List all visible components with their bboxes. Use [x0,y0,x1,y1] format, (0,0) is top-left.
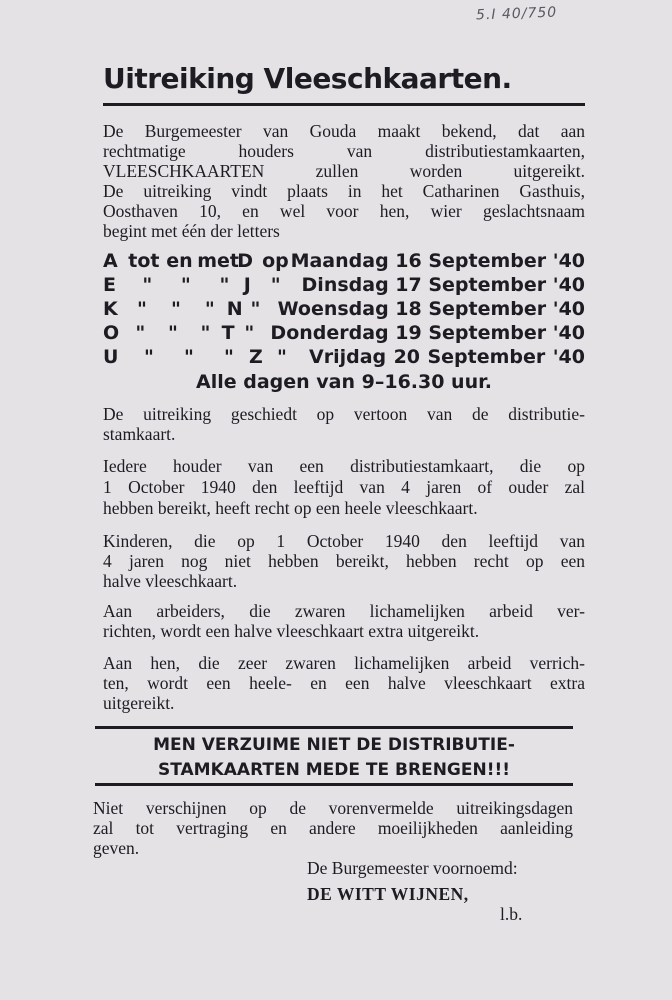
range-word: " [135,322,146,344]
warning-line-2: STAMKAARTEN MEDE TE BRENGEN!!! [157,760,510,780]
title-underline [103,103,585,106]
letter-from: K [103,298,118,320]
text-line: halve vleeschkaart. [103,571,238,591]
paragraph-id-requirement [103,404,585,444]
schedule-row [103,345,585,369]
schedule-row [103,321,585,345]
letter-from: E [103,274,116,296]
range-word: " [200,322,211,344]
warning-rule-top [95,726,573,729]
schedule-row [103,273,585,297]
schedule-row [103,297,585,321]
text-line: De uitreiking vindt plaats in het Catharinen Gasthuis, [103,181,585,201]
text-line: Niet verschijnen op de vorenvermelde uitreikingsdagen [93,798,573,818]
text-line: begint met één der letters [103,221,280,241]
letter-from: O [103,322,120,344]
signature-name: DE WITT WIJNEN, [307,884,469,904]
schedule-row [103,249,585,273]
signature-title: De Burgemeester voornoemd: [307,858,518,878]
op-word: " [244,322,255,344]
letter-from: A [103,250,118,272]
range-word: " [224,346,234,368]
letter-to: Z [249,346,263,368]
schedule-date: Woensdag 18 September '40 [277,298,586,320]
opening-hours: Alle dagen van 9–16.30 uur. [196,371,492,393]
schedule-date: Donderdag 19 September '40 [270,322,585,344]
text-line: Aan hen, die zeer zwaren lichamelijken arbeid verrich- [103,653,585,673]
warning-line-1: MEN VERZUIME NIET DE DISTRIBUTIE- [153,735,515,755]
letter-to: J [243,274,251,296]
text-line: hebben bereikt, heeft recht op een heele vleeschkaart. [103,498,478,518]
letter-to: D [237,250,254,272]
range-word: " [170,298,181,320]
intro-paragraph [103,121,585,241]
range-word: tot [128,250,160,272]
op-word: " [277,346,287,368]
range-word: " [167,322,178,344]
op-word: op [262,250,289,272]
range-word: " [219,274,230,296]
text-line: rechtmatige houders van distributiestamkaarten, [103,141,585,161]
range-word: " [184,346,194,368]
text-line: Kinderen, die op 1 October 1940 den leeftijd van [103,531,585,551]
schedule-date: Dinsdag 17 September '40 [301,274,586,296]
letter-to: N [226,298,243,320]
range-word: en [166,250,193,272]
paragraph-children [103,531,585,591]
schedule-table [103,249,585,395]
range-word: " [137,298,147,320]
op-word: " [270,274,281,296]
text-line: uitgereikt. [103,693,175,713]
signature-suffix: l.b. [500,904,523,924]
op-word: " [250,298,261,320]
closing-paragraph [93,798,573,858]
text-line: De uitreiking geschiedt op vertoon van de distributie- [103,404,585,424]
text-line: Iedere houder van een distributiestamkaart, die op [103,456,585,476]
poster-title: Uitreiking Vleeschkaarten. [103,62,512,95]
text-line: richten, wordt een halve vleeschkaart extra uitgereikt. [103,621,480,641]
text-line: Oosthaven 10, en wel voor hen, wier geslachtsnaam [103,201,585,221]
paragraph-full-card [103,456,585,519]
letter-to: T [221,322,235,344]
range-word: " [142,274,153,296]
range-word: " [204,298,215,320]
schedule-date: Maandag 16 September '40 [290,250,586,272]
range-word: " [180,274,191,296]
text-line: Aan arbeiders, die zwaren lichamelijken arbeid ver- [103,601,585,621]
text-line: zal tot vertraging en andere moeilijkheden aanleiding [93,818,573,838]
range-word: met [197,250,240,272]
text-line: geven. [93,838,140,858]
warning-rule-bottom [95,783,573,786]
text-line: De Burgemeester van Gouda maakt bekend, dat aan [103,121,585,141]
warning-box [95,733,573,783]
range-word: " [144,346,154,368]
text-line: VLEESCHKAARTEN zullen worden uitgereikt. [103,161,585,181]
text-line: 1 October 1940 den leeftijd van 4 jaren of ouder zal [103,477,585,497]
text-line: stamkaart. [103,424,176,444]
text-line: 4 jaren nog niet hebben bereikt, hebben recht op een [103,551,585,571]
schedule-date: Vrijdag 20 September '40 [309,346,585,368]
text-line: ten, wordt een heele- en een halve vleeschkaart extra [103,673,585,693]
paragraph-workers [103,601,585,641]
letter-from: U [103,346,119,368]
paragraph-heavy-workers [103,653,585,713]
archive-handwritten-note: 5.I 40/750 [475,4,558,24]
